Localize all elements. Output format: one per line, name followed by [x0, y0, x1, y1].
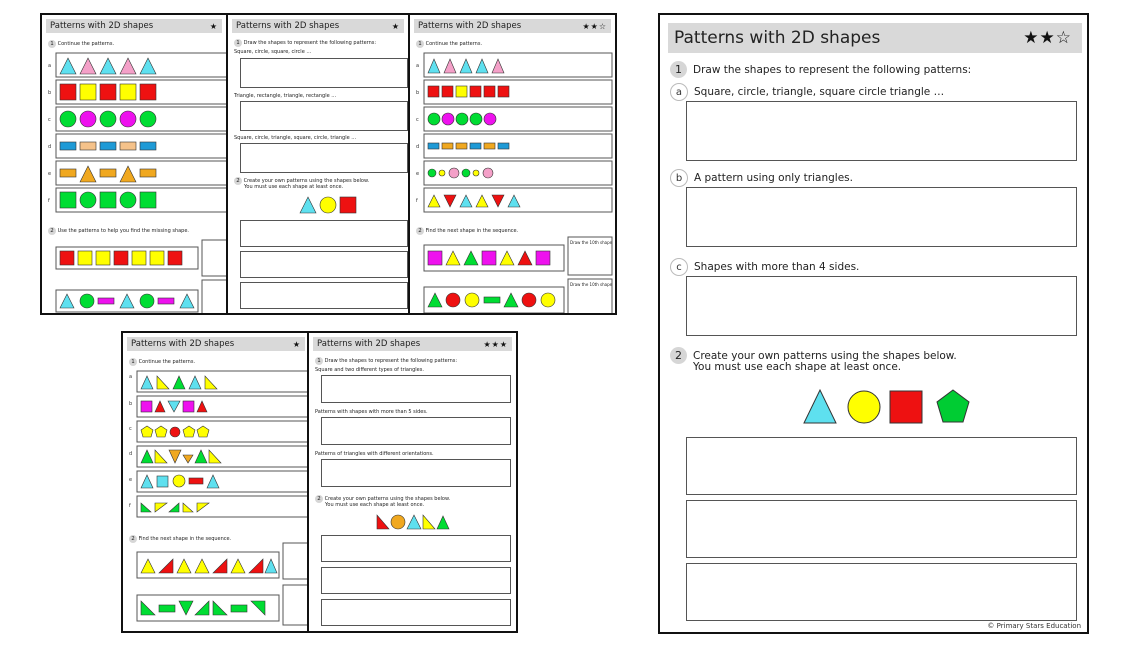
- part-c-text: Square, circle, triangle, square, circle, triangle …: [234, 135, 357, 141]
- part-b: [670, 169, 853, 187]
- svg-text:e: e: [48, 171, 52, 177]
- worksheet-title: Patterns with 2D shapes: [418, 21, 522, 31]
- pentagon-shape: [937, 390, 969, 422]
- worksheet-title: Patterns with 2D shapes: [674, 28, 881, 48]
- part-b-text: Triangle, rectangle, triangle, rectangle …: [234, 93, 337, 99]
- question-number: 2: [48, 227, 56, 235]
- answer-box[interactable]: [240, 101, 408, 131]
- circle-shape: [848, 391, 880, 423]
- square-shape: [80, 84, 96, 100]
- rectangle-shape: [140, 142, 156, 150]
- square-shape: [140, 84, 156, 100]
- question-text: Draw the shapes to represent the following patterns:: [693, 63, 972, 76]
- part-a-text: Square and two different types of triangles.: [315, 367, 424, 373]
- worksheet-thumbnail-5[interactable]: [307, 331, 518, 633]
- difficulty-stars: ★: [292, 339, 301, 349]
- rectangle-shape: [120, 142, 136, 150]
- triangle-shape: [804, 390, 836, 423]
- square-shape: [96, 251, 110, 265]
- question-number: 2: [416, 227, 424, 235]
- question-1: [670, 61, 971, 78]
- shape-key: [802, 387, 972, 425]
- question-1: [234, 39, 376, 47]
- difficulty-stars: ★: [391, 21, 400, 31]
- question-number: 2: [234, 177, 242, 185]
- square-shape: [60, 84, 76, 100]
- answer-box[interactable]: [240, 282, 408, 309]
- shape-key: [298, 195, 358, 215]
- part-letter: b: [670, 169, 688, 187]
- question-number: 1: [315, 357, 323, 365]
- worksheet-thumbnail-3[interactable]: [408, 13, 617, 315]
- answer-box-pattern-2[interactable]: [686, 500, 1077, 558]
- rectangle-shape: [80, 142, 96, 150]
- worksheet-title: Patterns with 2D shapes: [50, 21, 154, 31]
- svg-text:b: b: [416, 90, 420, 96]
- part-a-text: Square, circle, square, circle …: [234, 49, 312, 55]
- answer-box-pattern-3[interactable]: [686, 563, 1077, 621]
- answer-box[interactable]: [240, 220, 408, 247]
- svg-text:d: d: [416, 144, 420, 150]
- part-text: Square, circle, triangle, square circle triangle …: [694, 86, 945, 98]
- circle-shape: [120, 111, 136, 127]
- rectangle-shape: [100, 142, 116, 150]
- part-letter: c: [670, 258, 688, 276]
- circle-shape: [80, 192, 96, 208]
- question-text-line2: You must use each shape at least once.: [693, 361, 902, 373]
- worksheet-title: Patterns with 2D shapes: [317, 339, 421, 349]
- square-shape: [100, 192, 116, 208]
- svg-text:f: f: [129, 503, 131, 509]
- worksheet-title: Patterns with 2D shapes: [131, 339, 235, 349]
- circle-shape: [60, 111, 76, 127]
- square-shape: [60, 251, 74, 265]
- circle-shape: [120, 192, 136, 208]
- question-text: Create your own patterns using the shapes below.: [324, 496, 451, 502]
- svg-text:c: c: [48, 117, 51, 123]
- square-shape: [132, 251, 146, 265]
- answer-box[interactable]: [321, 535, 511, 562]
- question-number: 1: [416, 40, 424, 48]
- question-text: Create your own patterns using the shapes below.: [243, 178, 370, 184]
- question-text: Find the next shape in the sequence.: [425, 228, 519, 234]
- square-shape: [100, 84, 116, 100]
- question-text: Find the next shape in the sequence.: [138, 536, 232, 542]
- pattern-illustrations: [42, 15, 228, 315]
- worksheet-header: [232, 19, 404, 33]
- question-number: 1: [129, 358, 137, 366]
- question-number: 1: [234, 39, 242, 47]
- triangle-shape: [300, 197, 316, 213]
- part-b-text: Patterns with shapes with more than 5 sides.: [315, 409, 428, 415]
- rectangle-shape: [100, 169, 116, 177]
- difficulty-stars: ★: [209, 21, 218, 31]
- circle-shape: [80, 111, 96, 127]
- svg-text:e: e: [416, 171, 420, 177]
- worksheet-main[interactable]: [658, 13, 1089, 634]
- svg-text:d: d: [48, 144, 52, 150]
- question-text: Use the patterns to help you find the missing shape.: [57, 228, 190, 234]
- square-shape: [60, 192, 76, 208]
- square-shape: [340, 197, 356, 213]
- question-1: [315, 357, 457, 365]
- part-letter: a: [670, 83, 688, 101]
- worksheet-thumbnail-4[interactable]: [121, 331, 311, 633]
- square-shape: [114, 251, 128, 265]
- answer-box[interactable]: [321, 459, 511, 487]
- copyright-footer: © Primary Stars Education: [987, 622, 1081, 630]
- rectangle-shape: [158, 298, 174, 304]
- worksheet-header: [313, 337, 512, 351]
- question-text: Draw the shapes to represent the following patterns:: [243, 40, 377, 46]
- question-number: 2: [315, 495, 323, 503]
- question-number: 2: [129, 535, 137, 543]
- rectangle-shape: [60, 142, 76, 150]
- answer-box[interactable]: [240, 58, 408, 88]
- draw-label: Draw the 10th shape: [570, 240, 613, 245]
- question-2: [416, 227, 518, 235]
- answer-box-a[interactable]: [686, 101, 1077, 161]
- question-text: Continue the patterns.: [425, 41, 483, 47]
- difficulty-stars: ★★★: [483, 339, 508, 349]
- square-shape: [120, 84, 136, 100]
- answer-box[interactable]: [321, 567, 511, 594]
- pattern-illustrations: [410, 15, 617, 315]
- circle-shape: [80, 294, 94, 308]
- svg-text:c: c: [129, 426, 132, 432]
- square-shape: [150, 251, 164, 265]
- difficulty-stars: ★★☆: [582, 21, 607, 31]
- rectangle-shape: [60, 169, 76, 177]
- answer-box[interactable]: [321, 375, 511, 403]
- part-text: Shapes with more than 4 sides.: [694, 261, 860, 273]
- circle-shape: [100, 111, 116, 127]
- square-shape: [168, 251, 182, 265]
- part-text: A pattern using only triangles.: [694, 172, 853, 184]
- svg-text:b: b: [48, 90, 52, 96]
- answer-box[interactable]: [240, 251, 408, 278]
- worksheet-thumbnail-1[interactable]: [40, 13, 228, 315]
- svg-text:f: f: [416, 198, 418, 204]
- circle-shape: [140, 294, 154, 308]
- svg-text:e: e: [129, 477, 133, 483]
- rectangle-shape: [140, 169, 156, 177]
- question-text: Create your own patterns using the shapes below.: [693, 349, 957, 362]
- part-c-text: Patterns of triangles with different orientations.: [315, 451, 434, 457]
- svg-text:a: a: [129, 374, 133, 380]
- question-2: [129, 535, 231, 543]
- pattern-illustrations: [123, 333, 311, 633]
- worksheet-header: [668, 23, 1082, 53]
- circle-shape: [320, 197, 336, 213]
- svg-text:a: a: [48, 63, 52, 69]
- square-shape: [890, 391, 922, 423]
- answer-box[interactable]: [240, 143, 408, 173]
- draw-label: Draw the 10th shape: [570, 282, 613, 287]
- question-text: Draw the shapes to represent the following patterns:: [324, 358, 458, 364]
- svg-text:a: a: [416, 63, 420, 69]
- rectangle-shape: [98, 298, 114, 304]
- answer-box[interactable]: [321, 599, 511, 626]
- answer-box[interactable]: [321, 417, 511, 445]
- answer-box-pattern-1[interactable]: [686, 437, 1077, 495]
- question-number: 1: [48, 40, 56, 48]
- svg-text:c: c: [416, 117, 419, 123]
- shape-key: [375, 513, 451, 531]
- svg-text:b: b: [129, 401, 133, 407]
- question-text: Continue the patterns.: [57, 41, 115, 47]
- worksheet-title: Patterns with 2D shapes: [236, 21, 340, 31]
- square-shape: [140, 192, 156, 208]
- difficulty-stars: ★★☆: [1023, 28, 1072, 48]
- svg-text:f: f: [48, 198, 50, 204]
- question-text: Continue the patterns.: [138, 359, 196, 365]
- square-shape: [78, 251, 92, 265]
- question-2: [48, 227, 189, 235]
- svg-text:d: d: [129, 451, 133, 457]
- question-text-line2: You must use each shape at least once.: [244, 184, 344, 190]
- answer-box-c[interactable]: [686, 276, 1077, 336]
- part-c: [670, 258, 859, 276]
- question-number: 1: [670, 61, 687, 78]
- circle-shape: [140, 111, 156, 127]
- question-text-line2: You must use each shape at least once.: [325, 502, 425, 508]
- worksheet-thumbnail-2[interactable]: [226, 13, 410, 315]
- part-a: [670, 83, 944, 101]
- answer-box-b[interactable]: [686, 187, 1077, 247]
- question-number: 2: [670, 347, 687, 364]
